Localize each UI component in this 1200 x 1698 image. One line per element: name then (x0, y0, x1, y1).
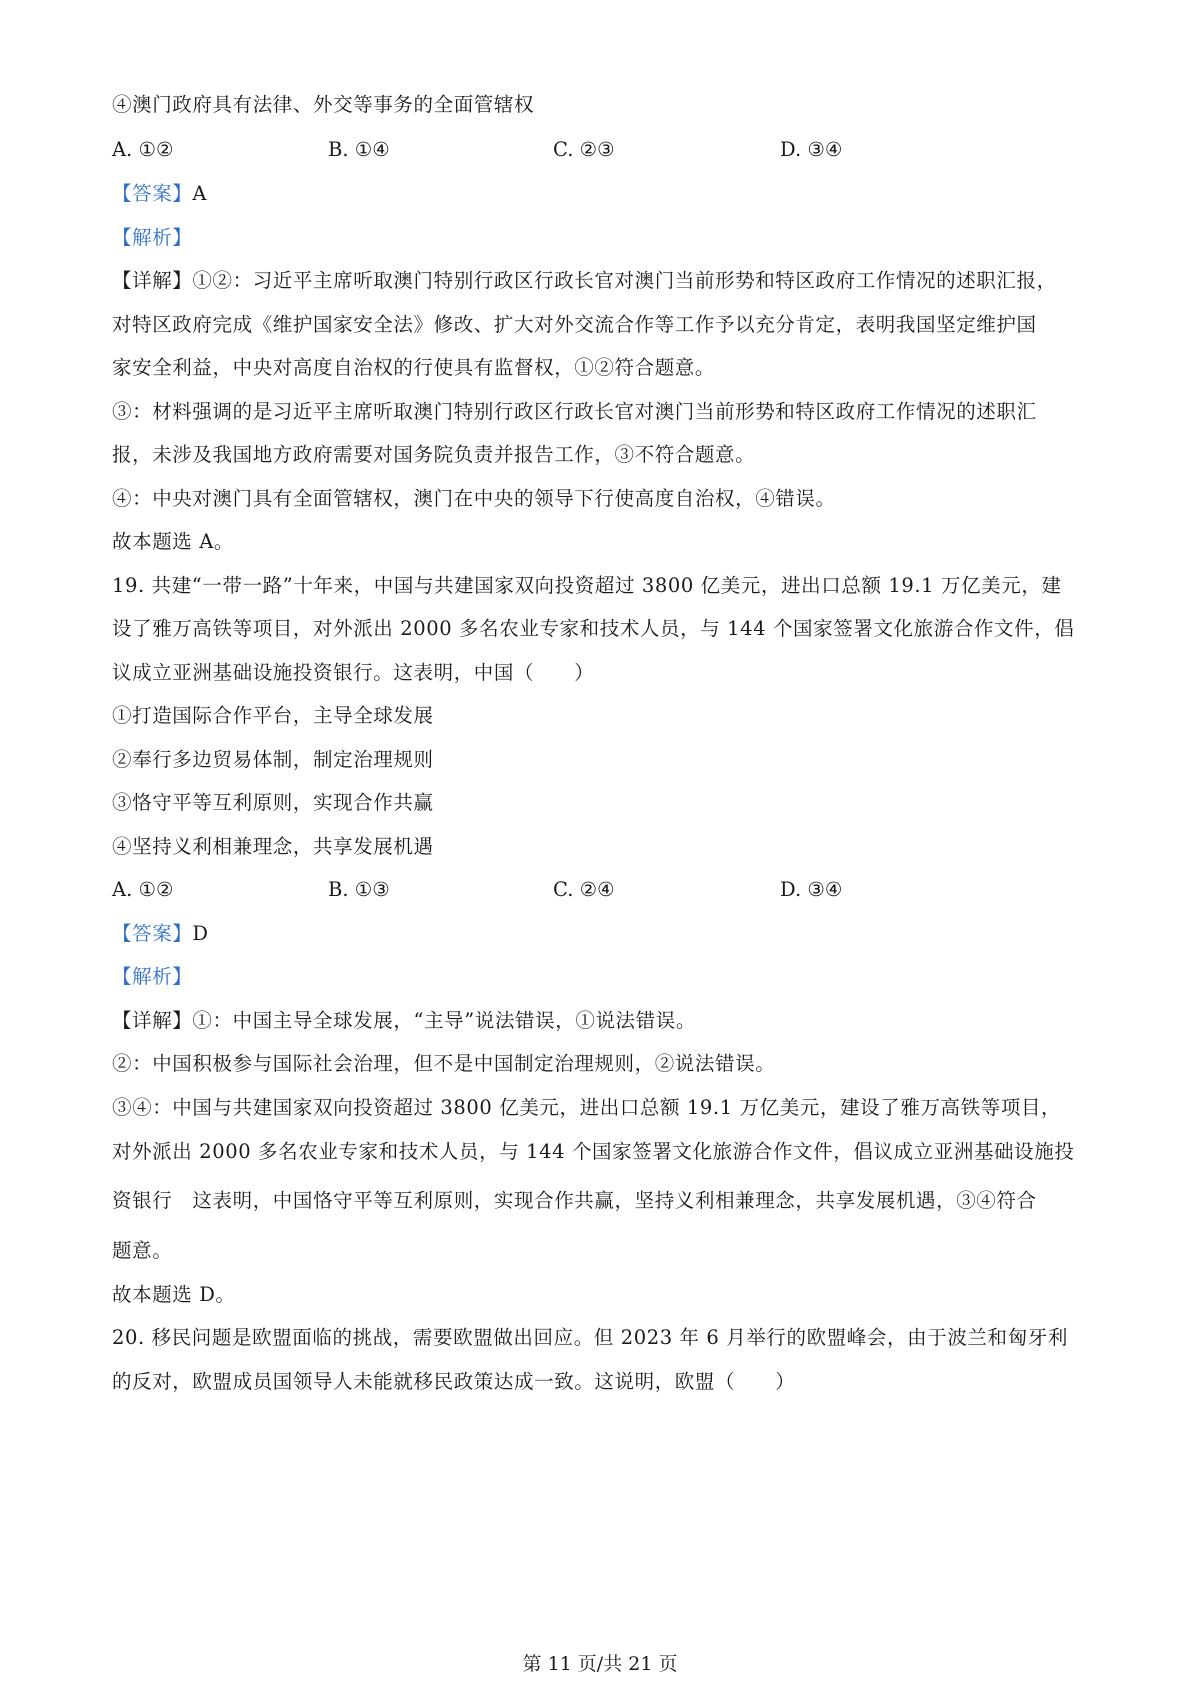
q19-answer (112, 920, 1102, 948)
answer-value: A (192, 182, 208, 205)
q19-choice-d: D. ③④ (780, 878, 843, 901)
q18-choice-a: A. ①② (112, 138, 174, 161)
q19-choice-b: B. ①③ (328, 878, 390, 901)
q19-detail-line-1: 【详解】①：中国主导全球发展，“主导”说法错误，①说法错误。 (112, 1009, 696, 1032)
q19-option-2: ②奉行多边贸易体制，制定治理规则 (112, 748, 434, 771)
page-footer: 第 11 页/共 21 页 (522, 1653, 678, 1675)
q19-option-4: ④坚持义利相兼理念，共享发展机遇 (112, 835, 434, 858)
q18-choice-d: D. ③④ (780, 138, 843, 161)
q19-detail-line-2: ②：中国积极参与国际社会治理，但不是中国制定治理规则，②说法错误。 (112, 1052, 776, 1075)
q19-stem-line-1: 19. 共建“一带一路”十年来，中国与共建国家双向投资超过 3800 亿美元，进出口总额 19.1 万亿美元，建 (112, 574, 1062, 597)
q20-stem-line-2: 的反对，欧盟成员国领导人未能就移民政策达成一致。这说明，欧盟（ ） (112, 1370, 796, 1393)
q19-detail-line-3: ③④：中国与共建国家双向投资超过 3800 亿美元，进出口总额 19.1 万亿美元，建设了雅万高铁等项目， (112, 1096, 1062, 1119)
q19-detail-line-6: 题意。 (112, 1239, 173, 1262)
q18-detail-line-4: ③：材料强调的是习近平主席听取澳门特别行政区行政长官对澳门当前形势和特区政府工作情况的述职汇 (112, 400, 1037, 423)
q18-analysis-tag: 【解析】 (112, 226, 193, 249)
answer-tag: 【答案】 (112, 182, 193, 205)
q18-detail-line-1: 【详解】①②：习近平主席听取澳门特别行政区行政长官对澳门当前形势和特区政府工作情况的述职汇报， (112, 269, 1057, 292)
q19-detail-line-4: 对外派出 2000 多名农业专家和技术人员，与 144 个国家签署文化旅游合作文件，倡议成立亚洲基础设施投 (112, 1140, 1075, 1163)
q18-detail-line-5: 报，未涉及我国地方政府需要对国务院负责并报告工作，③不符合题意。 (112, 443, 756, 466)
q19-detail-line-5: 资银行 这表明，中国恪守平等互利原则，实现合作共赢，坚持义利相兼理念，共享发展机遇，③④符合 (112, 1189, 1037, 1212)
q18-choice-c: C. ②③ (553, 138, 615, 161)
answer-value: D (192, 922, 209, 945)
q19-option-3: ③恪守平等互利原则，实现合作共赢 (112, 791, 434, 814)
q18-detail-line-3: 家安全利益，中央对高度自治权的行使具有监督权，①②符合题意。 (112, 356, 716, 379)
q18-detail-line-2: 对特区政府完成《维护国家安全法》修改、扩大对外交流合作等工作予以充分肯定，表明我国坚定维护国 (112, 313, 1037, 336)
q19-choice-a: A. ①② (112, 878, 174, 901)
q19-stem-line-3: 议成立亚洲基础设施投资银行。这表明，中国（ ） (112, 661, 595, 684)
q18-detail-line-6: ④：中央对澳门具有全面管辖权，澳门在中央的领导下行使高度自治权，④错误。 (112, 487, 836, 510)
q18-answer (112, 180, 1102, 208)
q18-conclusion: 故本题选 A。 (112, 530, 234, 553)
q19-stem-line-2: 设了雅万高铁等项目，对外派出 2000 多名农业专家和技术人员，与 144 个国家签署文化旅游合作文件，倡 (112, 617, 1075, 640)
answer-tag: 【答案】 (112, 922, 193, 945)
q20-stem-line-1: 20. 移民问题是欧盟面临的挑战，需要欧盟做出回应。但 2023 年 6 月举行的欧盟峰会，由于波兰和匈牙利 (112, 1326, 1068, 1349)
q19-conclusion: 故本题选 D。 (112, 1283, 236, 1306)
q19-choice-c: C. ②④ (553, 878, 615, 901)
q18-option-4: ④澳门政府具有法律、外交等事务的全面管辖权 (112, 93, 535, 116)
q18-choice-b: B. ①④ (328, 138, 390, 161)
q19-option-1: ①打造国际合作平台，主导全球发展 (112, 704, 434, 727)
q19-analysis-tag: 【解析】 (112, 965, 193, 988)
